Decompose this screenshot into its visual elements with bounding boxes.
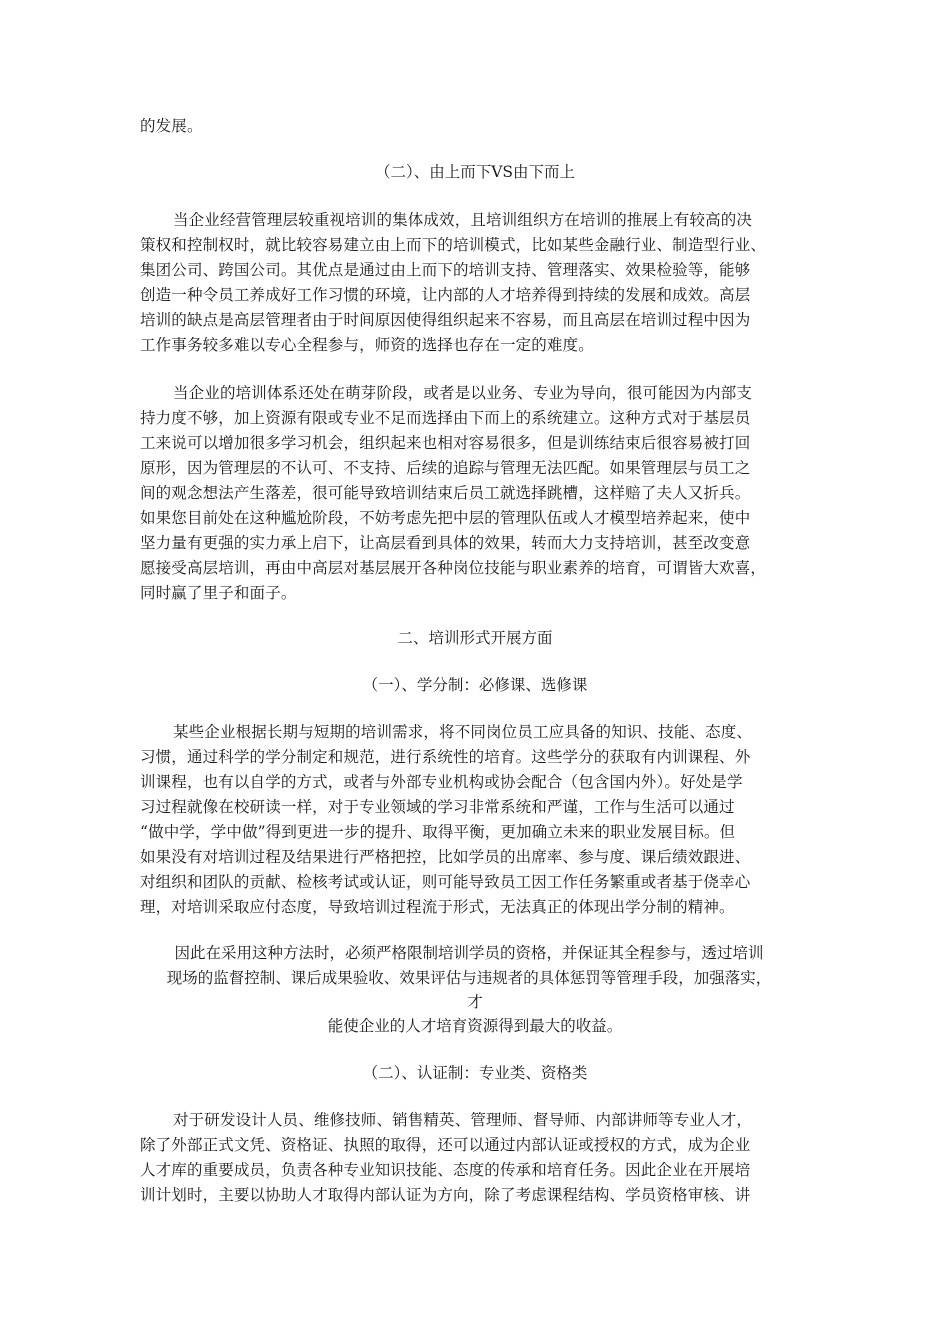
paragraph-line: 当企业的培训体系还处在萌芽阶段，或者是以业务、专业为导向，很可能因为内部支 (173, 384, 753, 402)
paragraph-line: 训计划时，主要以协助人才取得内部认证为方向，除了考虑课程结构、学员资格审核、讲 (140, 1186, 751, 1204)
paragraph-line: 工作事务较多难以专心全程参与，师资的选择也存在一定的难度。 (140, 336, 594, 354)
paragraph-line: 同时赢了里子和面子。 (140, 584, 297, 602)
subsection-heading-certification-system: （二）、认证制：专业类、资格类 (362, 1064, 588, 1082)
paragraph-line: 如果没有对培训过程及结果进行严格把控，比如学员的出席率、参与度、课后绩效跟进、 (140, 848, 751, 866)
paragraph-line: 除了外部正式文凭、资格证、执照的取得，还可以通过内部认证或授权的方式，成为企业 (140, 1136, 751, 1154)
paragraph-line: 人才库的重要成员，负责各种专业知识技能、态度的传承和培育任务。因此企业在开展培 (140, 1161, 751, 1179)
paragraph-line: 当企业经营管理层较重视培训的集体成效，且培训组织方在培训的推展上有较高的决 (173, 211, 753, 229)
paragraph-line: 如果您目前处在这种尴尬阶段，不妨考虑先把中层的管理队伍或人才模型培养起来，使中 (140, 509, 751, 527)
paragraph-line: 策权和控制权时，就比较容易建立由上而下的培训模式，比如某些金融行业、制造型行业、 (140, 236, 767, 254)
section-heading-top-down-vs-bottom-up: （二）、由上而下VS由下而上 (374, 163, 576, 181)
paragraph-line: 对于研发设计人员、维修技师、销售精英、管理师、督导师、内部讲师等专业人才， (173, 1111, 753, 1129)
paragraph-line: 某些企业根据长期与短期的培训需求，将不同岗位员工应具备的知识、技能、态度、 (173, 723, 753, 741)
paragraph-line: 理，对培训采取应付态度，导致培训过程流于形式，无法真正的体现出学分制的精神。 (140, 898, 735, 916)
paragraph-line: 习惯，通过科学的学分制定和规范，进行系统性的培育。这些学分的获取有内训课程、外 (140, 748, 751, 766)
paragraph-line: 创造一种令员工养成好工作习惯的环境，让内部的人才培养得到持续的发展和成效。高层 (140, 286, 751, 304)
centered-paragraph-line: 现场的监督控制、课后成果验收、效果评估与违规者的具体惩罚等管理手段，加强落实， (166, 969, 772, 987)
centered-paragraph-line: 因此在采用这种方法时，必须严格限制培训学员的资格，并保证其全程参与，透过培训 (174, 944, 764, 962)
section-heading-training-forms: 二、培训形式开展方面 (397, 629, 553, 647)
paragraph-line: “做中学，学中做”得到更进一步的提升、取得平衡，更加确立未来的职业发展目标。但 (140, 823, 736, 841)
paragraph-line: 培训的缺点是高层管理者由于时间原因使得组织起来不容易，而且高层在培训过程中因为 (140, 311, 751, 329)
subsection-heading-credit-system: （一）、学分制：必修课、选修课 (362, 676, 588, 694)
paragraph-line: 坚力量有更强的实力承上启下，让高层看到具体的效果，转而大力支持培训，甚至改变意 (140, 534, 751, 552)
paragraph-line: 对组织和团队的贡献、检核考试或认证，则可能导致员工因工作任务繁重或者基于侥幸心 (140, 873, 751, 891)
centered-paragraph-line: 才 (467, 993, 483, 1011)
paragraph-line: 集团公司、跨国公司。其优点是通过由上而下的培训支持、管理落实、效果检验等，能够 (140, 261, 751, 279)
intro-tail-line: 的发展。 (140, 117, 203, 135)
paragraph-line: 间的观念想法产生落差，很可能导致培训结束后员工就选择跳槽，这样赔了夫人又折兵。 (140, 484, 751, 502)
paragraph-line: 愿接受高层培训，再由中高层对基层展开各种岗位技能与职业素养的培育，可谓皆大欢喜， (140, 559, 767, 577)
centered-paragraph-line: 能使企业的人才培育资源得到最大的收益。 (327, 1017, 623, 1035)
paragraph-line: 工来说可以增加很多学习机会，组织起来也相对容易很多，但是训练结束后很容易被打回 (140, 434, 751, 452)
paragraph-line: 持力度不够，加上资源有限或专业不足而选择由下而上的系统建立。这种方式对于基层员 (140, 409, 751, 427)
paragraph-line: 习过程就像在校研读一样，对于专业领域的学习非常系统和严谨，工作与生活可以通过 (140, 798, 735, 816)
paragraph-line: 原形，因为管理层的不认可、不支持、后续的追踪与管理无法匹配。如果管理层与员工之 (140, 459, 751, 477)
paragraph-line: 训课程，也有以自学的方式，或者与外部专业机构或协会配合（包含国内外）。好处是学 (140, 773, 743, 791)
